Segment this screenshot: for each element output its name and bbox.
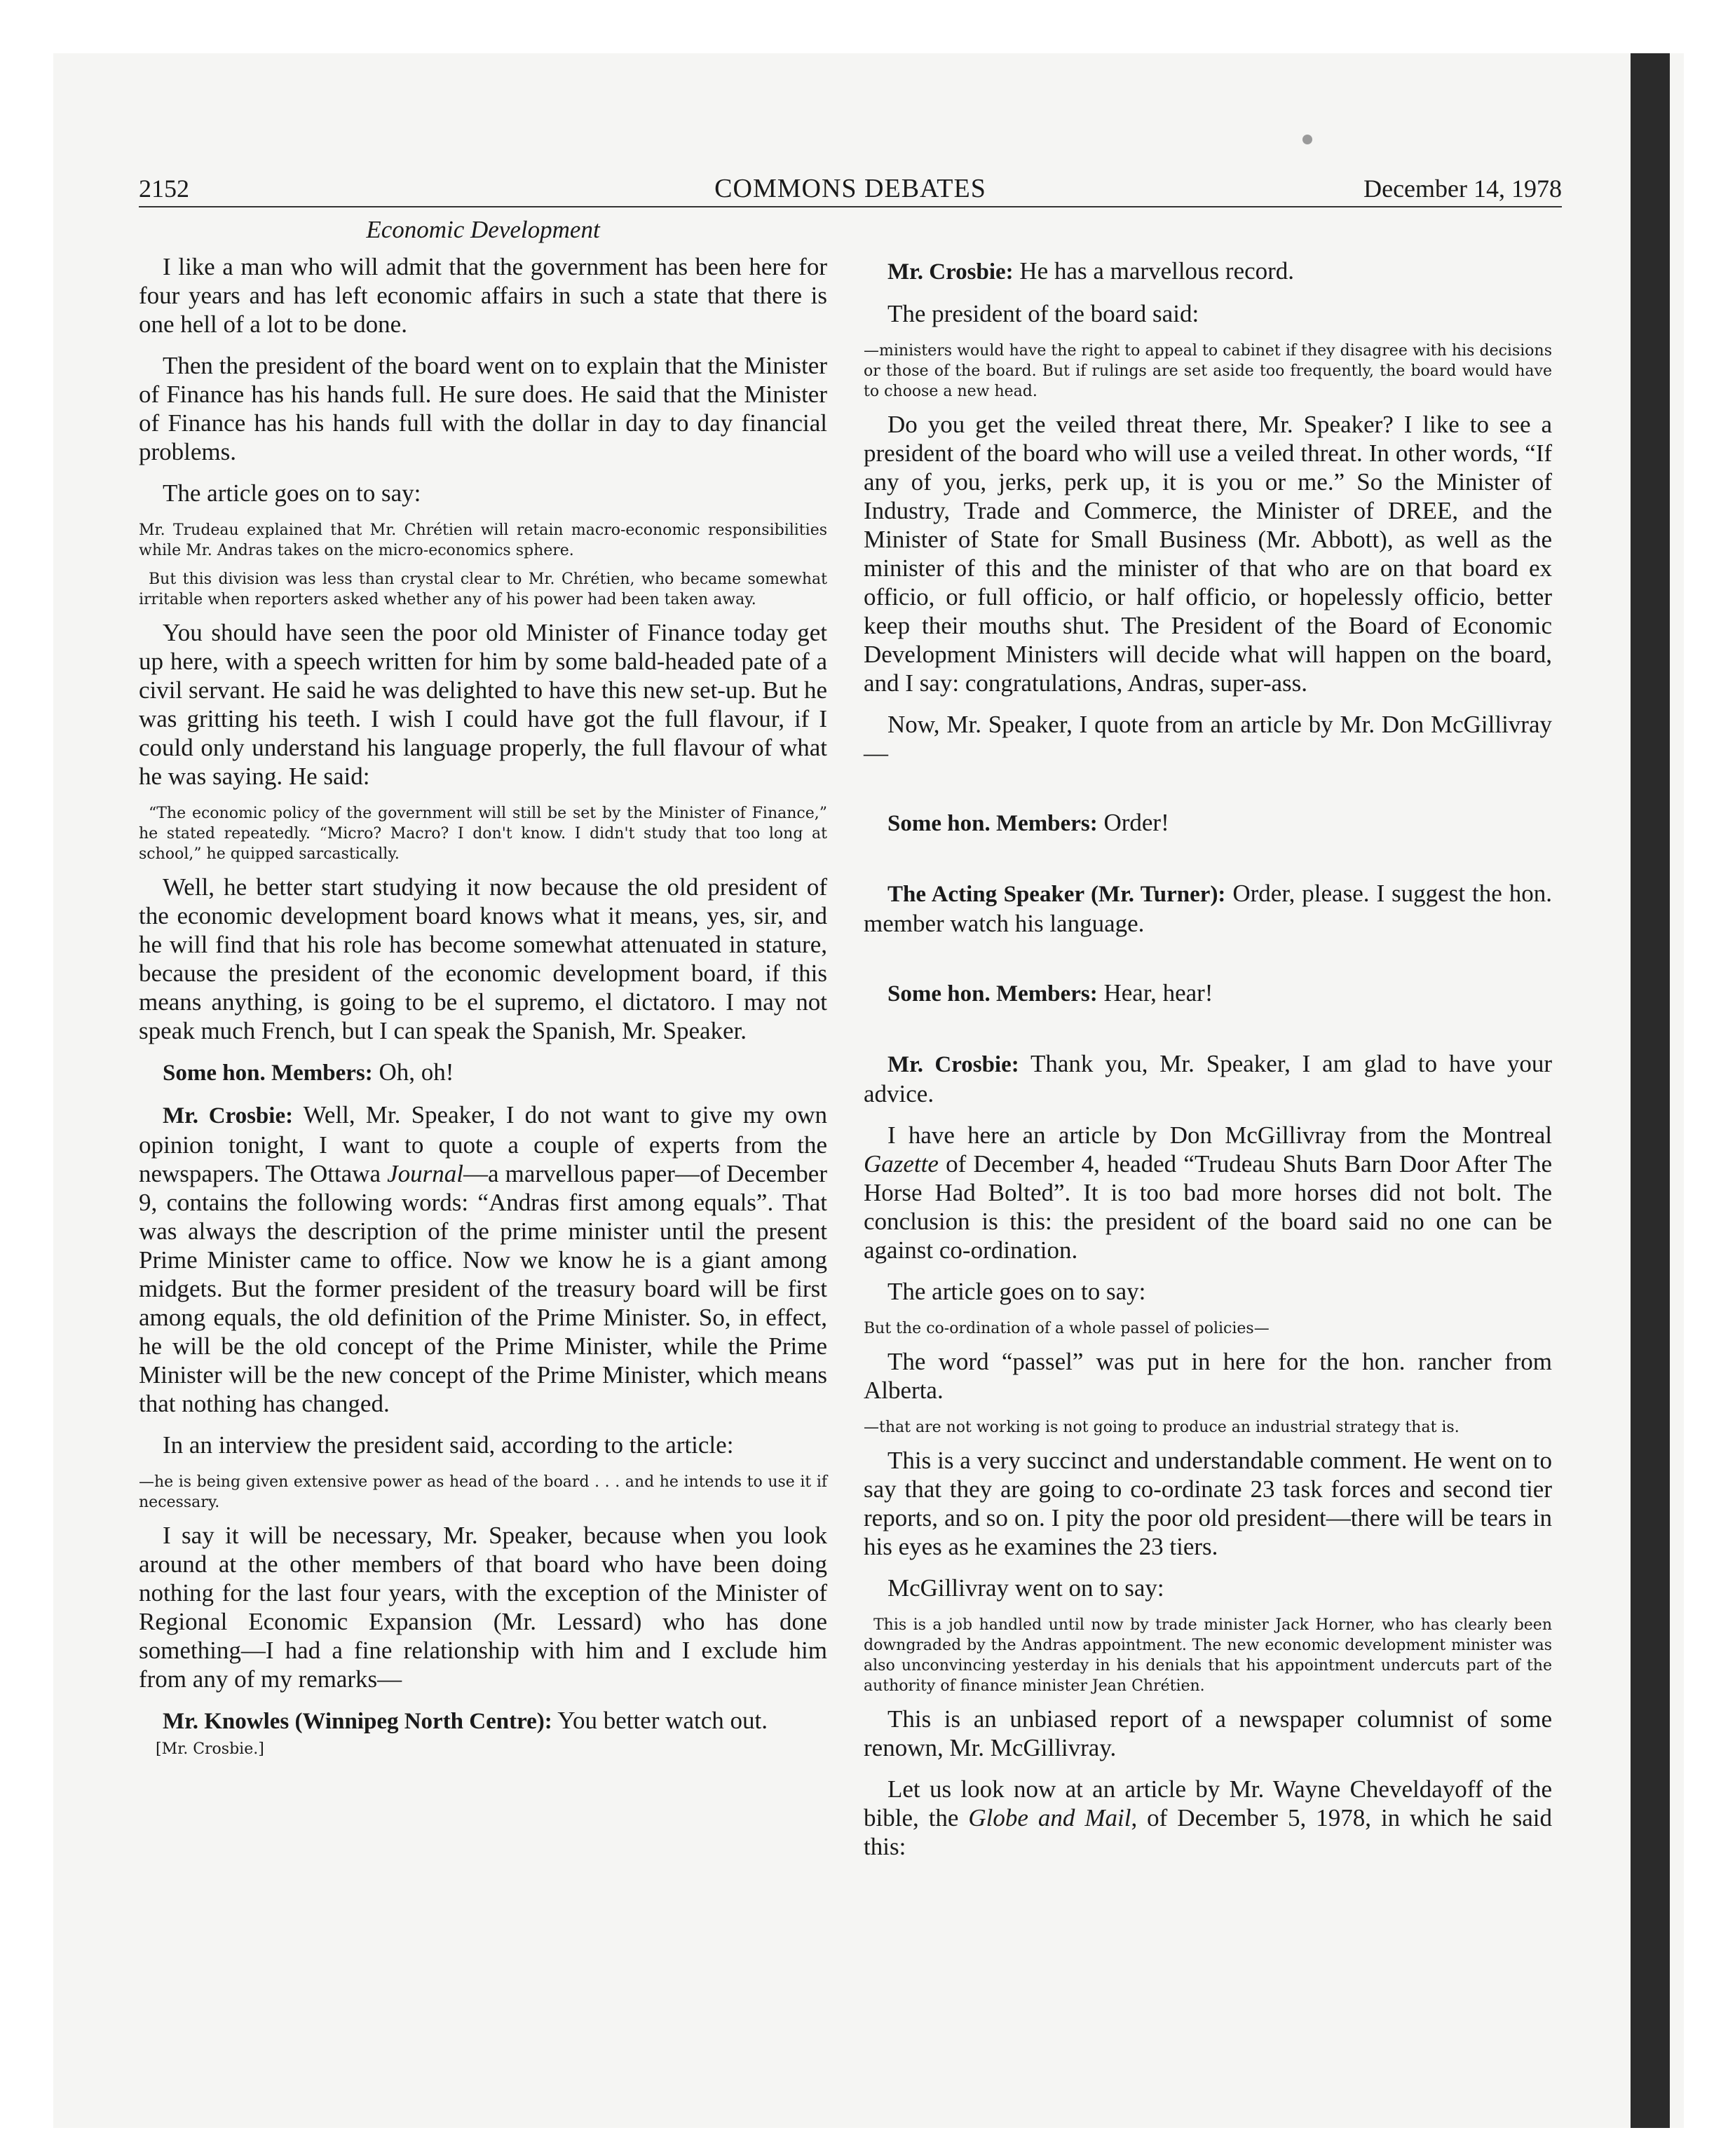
paragraph-text: , of December 5, 1978, in which he said this:: [864, 1804, 1552, 1860]
paragraph-text: I have here an article by Don McGillivray from the Montreal: [887, 1121, 1552, 1149]
page-date: December 14, 1978: [1363, 175, 1562, 203]
paragraph: I like a man who will admit that the government has been here for four years and has left economic affairs in such a state that there is one hell of a lot to be done.: [139, 253, 827, 338]
block-quote: —he is being given extensive power as head of the board . . . and he intends to use it if necessary.: [139, 1473, 827, 1511]
speaker-name: Mr. Knowles (Winnipeg North Centre):: [163, 1709, 552, 1734]
punch-mark: [1302, 135, 1312, 144]
speech: [864, 879, 1552, 938]
publication-title: COMMONS DEBATES: [714, 174, 986, 203]
spacer: [864, 950, 1552, 978]
speech: [864, 808, 1552, 838]
paragraph: [864, 1121, 1552, 1264]
paragraph: This is an unbiased report of a newspaper columnist of some renown, Mr. McGillivray.: [864, 1705, 1552, 1761]
paragraph: In an interview the president said, according to the article:: [163, 1431, 734, 1459]
block-quote: This is a job handled until now by trade minister Jack Horner, who has clearly been downgraded by the Andras appointment. The new economic development minister was also unconvincing yesterday in his denials that his appointment undercuts part of the authority of finance minister Jean Chrétien.: [864, 1616, 1552, 1695]
block-quote: But this division was less than crystal clear to Mr. Chrétien, who became somewhat irritable when reporters asked whether any of his power had been taken away.: [139, 571, 827, 608]
section-title: Economic Development: [366, 216, 600, 243]
page-header: [139, 168, 1562, 207]
speaker-tag: [Mr. Crosbie.]: [156, 1740, 264, 1758]
paragraph: The article goes on to say:: [887, 1278, 1146, 1305]
paragraph: The article goes on to say:: [163, 479, 421, 507]
speech-text: —a marvellous paper—of December 9, contains the following words: “Andras first among equals”. That was always the description of the prime minister until the present Prime Minister came to office. Now we know he is a giant among midgets. But the former president of the treasury board will be first among equals, the old definition of the Prime Minister. So, in effect, he will be the old concept of the Prime Minister, while the Prime Minister will be the new concept of the Prime Minister, which means that nothing has changed.: [139, 1160, 827, 1417]
paragraph: You should have seen the poor old Minister of Finance today get up here, with a speech written for him by some bald-headed pate of a civil servant. He said he was delighted to have this new set-up. But he was gritting his teeth. I wish I could have got the full flavour, if I could only understand his language properly, the full flavour of what he was saying. He said:: [139, 619, 827, 790]
paragraph: This is a very succinct and understandable comment. He went on to say that they are going to co-ordinate 23 task forces and second tier reports, and so on. I pity the poor old president—there will be tears in his eyes as he examines the 23 tiers.: [864, 1447, 1552, 1560]
paragraph: The president of the board said:: [887, 300, 1199, 327]
speaker-name: Mr. Crosbie:: [887, 1052, 1019, 1077]
speech-text: Order!: [1097, 809, 1169, 836]
speech: [139, 1100, 827, 1418]
newspaper-name: Gazette: [864, 1150, 939, 1178]
speech-text: Thank you, Mr. Speaker, I am glad to have your advice.: [864, 1050, 1552, 1107]
spacer: [864, 851, 1552, 879]
right-column: [864, 257, 1552, 1874]
speech-text: Hear, hear!: [1097, 979, 1213, 1007]
speaker-name: Some hon. Members:: [163, 1060, 373, 1086]
paragraph: McGillivray went on to say:: [887, 1574, 1164, 1602]
newspaper-name: Globe and Mail: [968, 1804, 1131, 1831]
paragraph: I say it will be necessary, Mr. Speaker, because when you look around at the other members of that board who have been doing nothing for the last four years, with the exception of the Minister of Regional Economic Expansion (Mr. Lessard) who has done something—I had a fine relationship with him and I exclude him from any of my remarks—: [139, 1522, 827, 1693]
speech: [864, 257, 1552, 287]
speech-text: Oh, oh!: [372, 1058, 454, 1086]
speech-text: Order, please. I suggest the hon. member watch his language.: [864, 880, 1552, 937]
page-number: 2152: [139, 175, 189, 203]
scan-edge: [1631, 53, 1670, 2128]
speech-text: Well, Mr. Speaker, I do not want to give my own opinion tonight, I want to quote a couple of experts from the newspapers. The Ottawa: [139, 1101, 827, 1187]
paragraph-text: Let us look now at an article by Mr. Wayne Cheveldayoff of the bible, the: [864, 1775, 1552, 1831]
speech: [139, 1706, 827, 1736]
speaker-name: The Acting Speaker (Mr. Turner):: [887, 882, 1226, 907]
block-quote: —that are not working is not going to produce an industrial strategy that is.: [864, 1419, 1460, 1436]
paragraph: Well, he better start studying it now because the old president of the economic development board knows what it means, yes, sir, and he will find that his role has become somewhat attenuated in stature, because the president of the economic development board, if this means anything, is going to be el supremo, el dictatoro. I may not speak much French, but I can speak the Spanish, Mr. Speaker.: [139, 873, 827, 1044]
speech-text: You better watch out.: [552, 1707, 768, 1734]
newspaper-name: Journal: [387, 1160, 464, 1187]
paragraph: Then the president of the board went on to explain that the Minister of Finance has his hands full. He sure does. He said that the Minister of Finance has his hands full with the dollar in day to day financial problems.: [139, 352, 827, 465]
paragraph-text: of December 4, headed “Trudeau Shuts Barn Door After The Horse Had Bolted”. It is too bad more horses did not bolt. The conclusion is this: the president of the board said no one can be against co-ordination.: [864, 1150, 1552, 1264]
speech: [864, 978, 1552, 1009]
paragraph: Now, Mr. Speaker, I quote from an article by Mr. Don McGillivray—: [864, 711, 1552, 767]
paragraph: The word “passel” was put in here for the hon. rancher from Alberta.: [864, 1348, 1552, 1404]
spacer: [864, 1021, 1552, 1049]
speaker-name: Mr. Crosbie:: [887, 259, 1014, 285]
speaker-name: Mr. Crosbie:: [163, 1103, 294, 1128]
paragraph: [864, 1775, 1552, 1861]
spacer: [864, 780, 1552, 808]
speaker-name: Some hon. Members:: [887, 981, 1098, 1007]
block-quote: —ministers would have the right to appeal to cabinet if they disagree with his decisions or those of the board. But if rulings are set aside too frequently, the board would have to choose a new head.: [864, 342, 1552, 400]
block-quote: But the co-ordination of a whole passel of policies—: [864, 1320, 1270, 1337]
block-quote: “The economic policy of the government will still be set by the Minister of Finance,” he stated repeatedly. “Micro? Macro? I don't know. I didn't study that too long at school,” he quipped sarcastically.: [139, 805, 827, 863]
left-column: [139, 214, 827, 1760]
paragraph: Do you get the veiled threat there, Mr. Speaker? I like to see a president of the board who will use a veiled threat. In other words, “If any of you, jerks, perk up, it is you or me.” So the Minister of Industry, Trade and Commerce, the Minister of DREE, and the Minister of State for Small Business (Mr. Abbott), as well as the minister of this and the minister of that who are on that board ex officio, or full officio, or half officio, or hopelessly officio, better keep their mouths shut. The President of the Board of Economic Development Ministers will decide what will happen on the board, and I say: congratulations, Andras, super-ass.: [864, 411, 1552, 697]
speech-text: He has a marvellous record.: [1013, 257, 1295, 285]
speaker-name: Some hon. Members:: [887, 811, 1098, 836]
speech: [139, 1058, 827, 1088]
block-quote: Mr. Trudeau explained that Mr. Chrétien will retain macro-economic responsibilities while Mr. Andras takes on the micro-economics sphere.: [139, 521, 827, 559]
speech: [864, 1049, 1552, 1108]
